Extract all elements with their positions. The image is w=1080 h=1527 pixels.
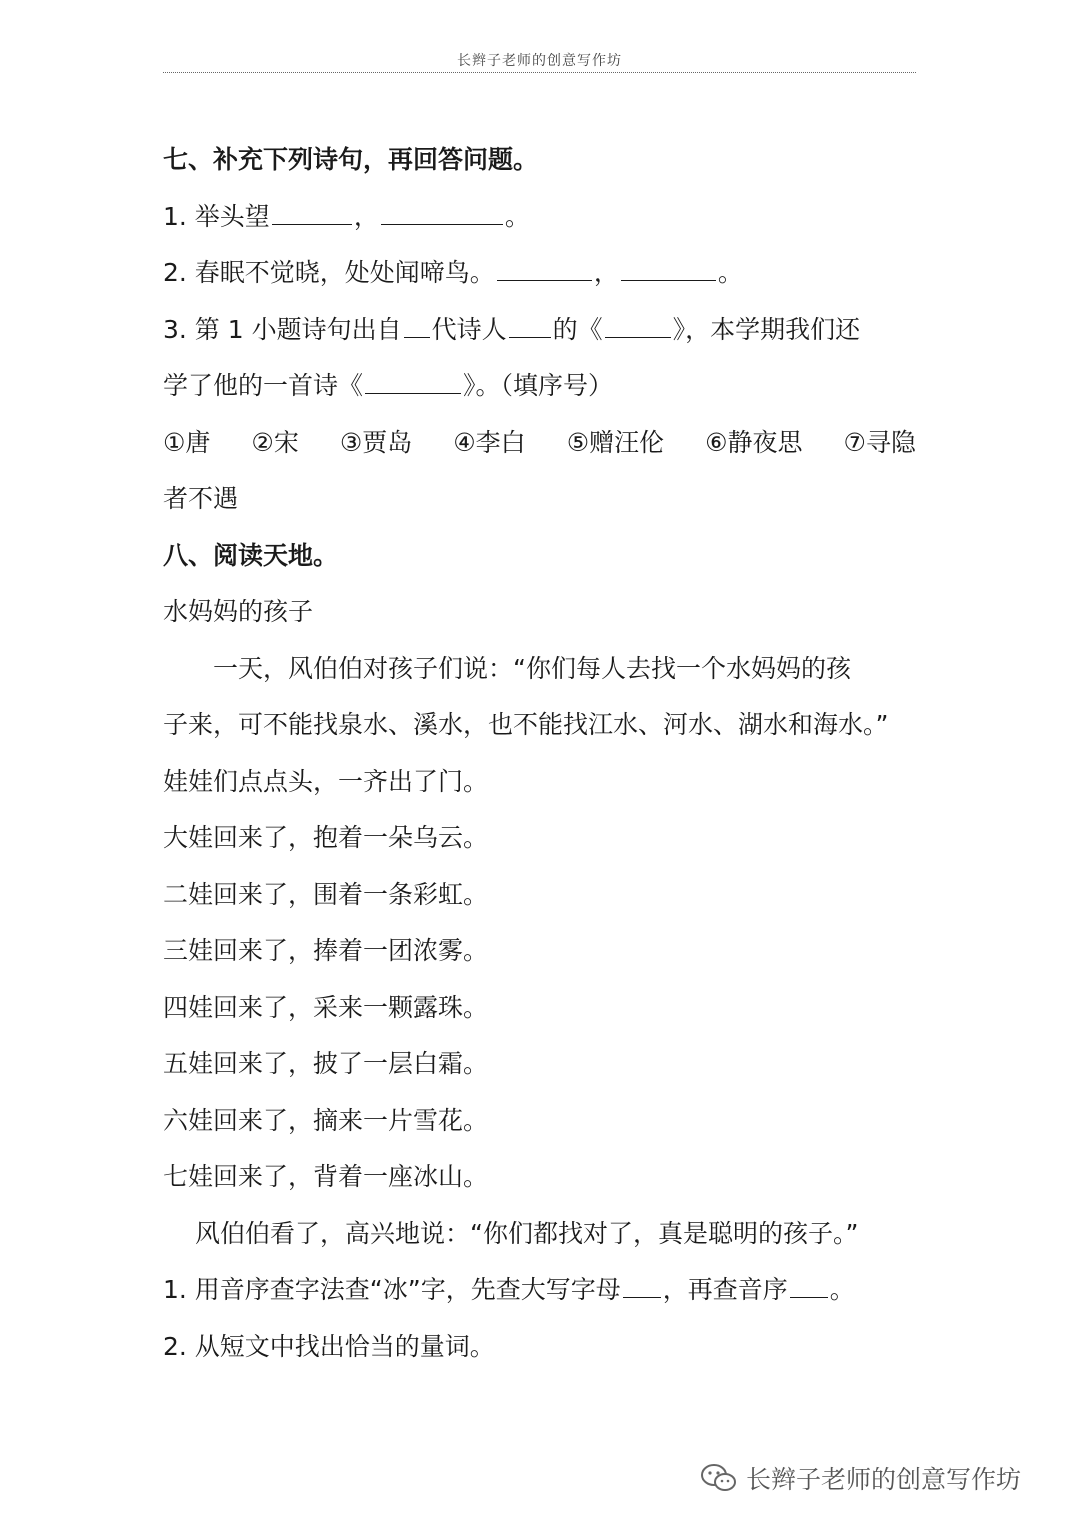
q7-2-prefix: 2. 春眠不觉晓，处处闻啼鸟。	[163, 258, 495, 287]
q7-2-sep: ，	[593, 258, 619, 287]
q8-2: 2. 从短文中找出恰当的量词。	[163, 1331, 495, 1361]
story-line: 五娃回来了，披了一层白霜。	[163, 1049, 489, 1078]
q8-1-blank-syllable	[790, 1275, 828, 1298]
story-line: 六娃回来了，摘来一片雪花。	[163, 1105, 489, 1135]
wechat-icon	[700, 1463, 738, 1493]
q7-2-blank-a	[497, 258, 592, 281]
watermark	[700, 1458, 1021, 1498]
q7-1	[163, 189, 923, 246]
choice-5: ⑤赠汪伦	[566, 427, 665, 457]
q7-1-prefix: 1. 举头望	[163, 201, 270, 231]
answer-choices	[163, 415, 916, 472]
story-para1-line2: 子来，可不能找泉水、溪水，也不能找江水、河水、湖水和海水。”	[163, 710, 889, 739]
q8-1-blank-letter	[623, 1275, 661, 1298]
page-header: 长辫子老师的创意写作坊	[457, 53, 622, 69]
q7-1-blank-a	[272, 202, 352, 225]
q7-1-blank-b	[381, 202, 503, 225]
q8-1	[163, 1262, 923, 1319]
choice-6: ⑥静夜思	[705, 427, 803, 457]
q7-3-blank-poet	[509, 315, 551, 338]
choice-2: ②宋	[251, 427, 299, 457]
q7-2-blank-b	[621, 258, 716, 281]
choice-1: ①唐	[163, 427, 211, 457]
choice-4: ④李白	[453, 427, 526, 457]
story-line: 大娃回来了，抱着一朵乌云。	[163, 823, 489, 852]
q7-2-end: 。	[717, 258, 743, 287]
q7-3-line2	[163, 358, 923, 415]
story-para1-line1: 一天，风伯伯对孩子们说：“你们每人去找一个水妈妈的孩	[213, 653, 851, 683]
choice-3: ③贾岛	[339, 427, 413, 457]
q8-1-text-c: 。	[829, 1275, 855, 1304]
q7-3-line1	[163, 302, 923, 359]
q7-3-text-e: 学了他的一首诗《	[163, 371, 364, 400]
story-para1-line3: 娃娃们点点头，一齐出了门。	[163, 766, 489, 796]
header-rule	[163, 72, 916, 73]
story-line: 四娃回来了，采来一颗露珠。	[163, 992, 489, 1022]
q7-3-text-f: 》。（填序号）	[463, 371, 614, 400]
section8-heading: 八、阅读天地。	[163, 540, 339, 570]
q7-1-end: 。	[504, 201, 530, 231]
q7-2	[163, 245, 923, 302]
choice-7-continued: 者不遇	[163, 484, 239, 513]
story-title: 水妈妈的孩子	[163, 597, 314, 626]
q7-3-blank-dynasty	[404, 315, 430, 338]
q7-3-text-c: 的《	[552, 314, 603, 344]
q7-3-text-d: 》，本学期我们还	[672, 314, 861, 344]
story-ending: 风伯伯看了，高兴地说：“你们都找对了，真是聪明的孩子。”	[195, 1218, 859, 1248]
story-line: 七娃回来了，背着一座冰山。	[163, 1162, 489, 1191]
q7-3-text-a: 3. 第 1 小题诗句出自	[163, 314, 402, 344]
q7-1-sep: ，	[353, 201, 379, 231]
q8-1-text-b: ，再查音序	[662, 1275, 788, 1304]
watermark-text: 长辫子老师的创意写作坊	[746, 1465, 1022, 1494]
q7-3-blank-poem	[605, 315, 671, 338]
worksheet-content	[163, 132, 923, 1375]
story-line: 二娃回来了，围着一条彩虹。	[163, 879, 489, 909]
q8-1-text-a: 1. 用音序查字法查“冰”字，先查大写字母	[163, 1275, 621, 1304]
q7-3-text-b: 代诗人	[431, 314, 507, 344]
section7-heading: 七、补充下列诗句，再回答问题。	[163, 145, 539, 174]
story-line: 三娃回来了，捧着一团浓雾。	[163, 936, 489, 965]
choice-7: ⑦寻隐	[843, 427, 916, 457]
q7-3-blank-other-poem	[365, 371, 461, 394]
